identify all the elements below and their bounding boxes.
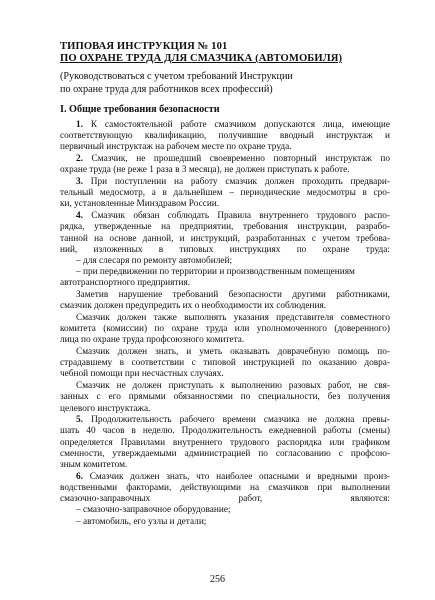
paragraph-text: страдавшему в соответствии с типовой инструкцией по оказанию доврa- (60, 358, 390, 369)
paragraph-text: первичный инструктаж на рабочем месте по охране труда. (60, 142, 292, 153)
paragraph-line (60, 347, 390, 358)
paragraph-line (60, 381, 390, 392)
paragraph-line (60, 234, 390, 245)
paragraph-line (60, 460, 390, 471)
paragraph-number: 2. (76, 154, 83, 165)
paragraph-line (60, 267, 390, 278)
paragraph-text: определяется Правилами внутреннего трудового распорядка или графиком (60, 437, 390, 448)
paragraph-line (60, 131, 390, 142)
paragraph-line (60, 188, 390, 199)
body-paragraph (60, 120, 390, 154)
paragraph-text: Смазчик должен также выполнять указания представителя совместного (76, 312, 390, 323)
paragraph-line (60, 301, 390, 312)
body-paragraph (60, 472, 390, 528)
paragraph-line (60, 505, 390, 516)
paragraph-text: тельный медосмотр, а в дальнейшем – периодические медосмотры в сро- (60, 188, 390, 199)
paragraph-line (60, 517, 390, 528)
document-body (60, 120, 390, 528)
body-paragraph (60, 211, 390, 289)
paragraph-text: комитета (комиссии) по охране труда или уполномоченного (доверенного) (60, 324, 390, 335)
paragraph-line (60, 120, 390, 131)
body-paragraph (60, 415, 390, 471)
paragraph-line (60, 324, 390, 335)
paragraph-line (60, 369, 390, 380)
paragraph-line (60, 335, 390, 346)
paragraph-text: рядка, утвержденные на предприятии, требования инструкции, разрабо- (60, 222, 390, 233)
paragraph-line (60, 494, 390, 505)
paragraph-line (60, 449, 390, 460)
paragraph-line (60, 313, 390, 324)
paragraph-text: Смазчик должен знать, что наиболее опасными и вредными произ- (82, 471, 390, 482)
paragraph-line (60, 278, 390, 289)
body-paragraph (60, 177, 390, 211)
paragraph-text: смазочно-заправочных работ, являются: (60, 494, 390, 505)
paragraph-text: чебной помощи при несчастных случаях. (60, 369, 224, 380)
paragraph-line (60, 199, 390, 210)
document-subtitle-line-1: (Руководствоваться с учетом требований Инструкции (60, 71, 293, 82)
paragraph-line (60, 472, 390, 483)
paragraph-text: ний, изложенных в типовых инструкциях по охране труда: (60, 244, 390, 255)
section-heading: I. Общие требования безопасности (60, 104, 220, 115)
paragraph-number: 4. (76, 211, 83, 222)
paragraph-text: зным комитетом. (60, 460, 128, 471)
paragraph-text: Продолжительность рабочего времени смазчика не должна превы- (82, 415, 390, 426)
paragraph-line (60, 483, 390, 494)
paragraph-text: автотранспортного предприятия. (60, 278, 191, 289)
paragraph-line (60, 358, 390, 369)
paragraph-line (60, 392, 390, 403)
paragraph-line (60, 404, 390, 415)
paragraph-number: 3. (76, 177, 83, 188)
paragraph-text: соответствующую квалификацию, получившие вводный инструктаж и (60, 131, 390, 142)
paragraph-line (60, 165, 390, 176)
body-paragraph (60, 347, 390, 381)
paragraph-text: лица по охране труда профсоюзного комитета. (60, 335, 245, 346)
document-title-line-2: ПО ОХРАНЕ ТРУДА ДЛЯ СМАЗЧИКА (АВТОМОБИЛЯ) (60, 53, 343, 64)
paragraph-line (60, 256, 390, 267)
paragraph-text: ки, установленные Минздравом России. (60, 199, 220, 210)
body-paragraph (60, 313, 390, 347)
paragraph-line (60, 154, 390, 165)
paragraph-text: – автомобиль, его узлы и детали; (76, 516, 207, 527)
paragraph-line (60, 415, 390, 426)
document-title-line-1: ТИПОВАЯ ИНСТРУКЦИЯ № 101 (60, 41, 228, 52)
paragraph-text: охране труда (не реже 1 раза в 3 месяца), не должен приступать к работе. (60, 165, 350, 176)
paragraph-text: шать 40 часов в неделю. Продолжительность ежедневной работы (смены) (60, 426, 390, 437)
paragraph-text: – смазочно-заправочное оборудование; (76, 505, 231, 516)
paragraph-line (60, 438, 390, 449)
paragraph-text: целевого инструктажа. (60, 403, 151, 414)
paragraph-text: Смазчик, не прошедший своевременно повторный инструктаж по (82, 154, 390, 165)
paragraph-text: сменности, утверждаемыми администрацией по согласованию с профсою- (60, 448, 390, 459)
paragraph-line (60, 245, 390, 256)
paragraph-number: 5. (76, 415, 83, 426)
paragraph-text: При поступлении на работу смазчик должен проходить предвари- (82, 177, 390, 188)
paragraph-text: танной на основе данной, и инструкций, разработанных с учетом требова- (60, 233, 390, 244)
paragraph-line (60, 290, 390, 301)
paragraph-text: Смазчик обязан соблюдать Правила внутреннего трудового распо- (82, 211, 390, 222)
page-number: 256 (210, 574, 225, 585)
paragraph-text: смазчик должен предупредить их о необходимости их соблюдения. (60, 301, 327, 312)
paragraph-line (60, 211, 390, 222)
paragraph-text: Смазчик должен знать, и уметь оказывать доврачебную помощь по- (76, 347, 390, 358)
body-paragraph (60, 290, 390, 312)
paragraph-text: занных с его прямыми обязанностями по специальности, без получения (60, 392, 390, 403)
paragraph-line (60, 222, 390, 233)
paragraph-line (60, 426, 390, 437)
paragraph-text: – для слесаря по ремонту автомобилей; (76, 255, 233, 266)
body-paragraph (60, 154, 390, 176)
paragraph-text: К самостоятельной работе смазчиком допускаются лица, имеющие (82, 120, 390, 130)
body-paragraph (60, 381, 390, 415)
paragraph-text: – при передвижении по территории и производственным помещениям (76, 267, 355, 278)
paragraph-number: 1. (76, 120, 83, 130)
document-subtitle-line-2: по охране труда для работников всех профессий) (60, 84, 273, 95)
paragraph-text: Заметив нарушение требований безопасности другими работниками, (76, 290, 390, 301)
paragraph-text: водственными факторами, действующими на смазчиков при выполнении (60, 483, 390, 493)
paragraph-line (60, 142, 390, 153)
paragraph-line (60, 177, 390, 188)
paragraph-number: 6. (76, 471, 83, 482)
paragraph-text: Смазчик не должен приступать к выполнению разовых работ, не свя- (76, 381, 390, 392)
